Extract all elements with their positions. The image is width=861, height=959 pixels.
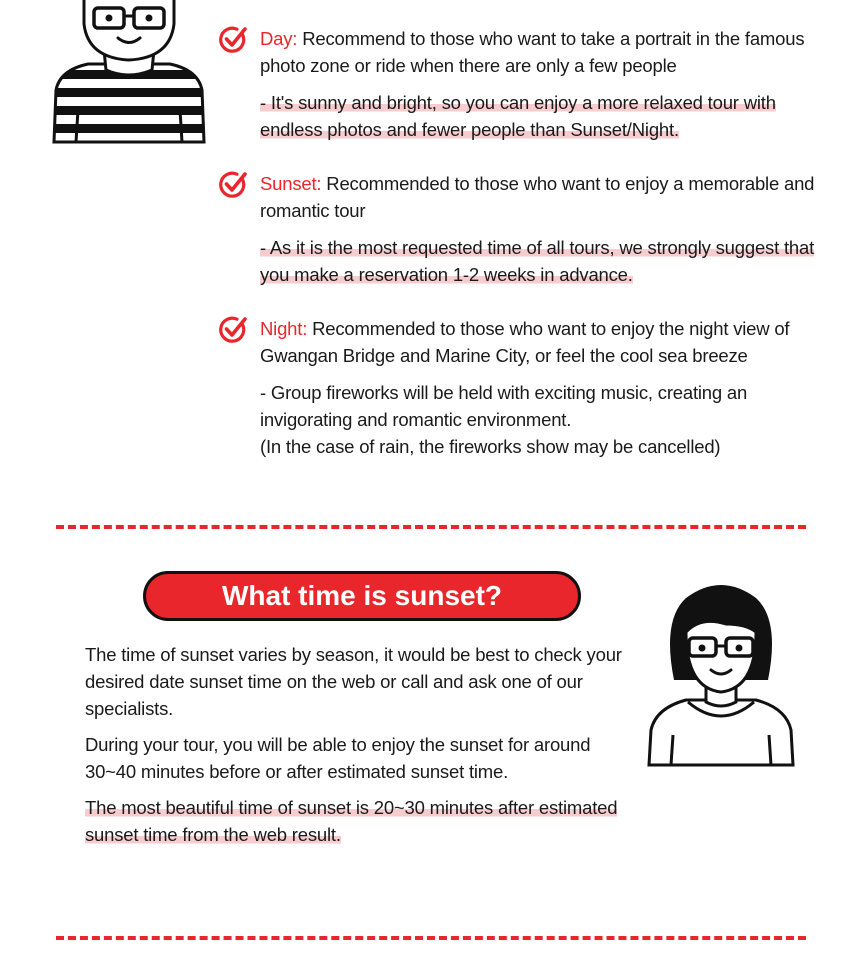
option-note: - It's sunny and bright, so you can enjoy a more relaxed tour with endless photos and fewer people than Sunset/Night.	[260, 92, 776, 140]
sunset-paragraph: During your tour, you will be able to enjoy the sunset for around 30~40 minutes before or after estimated sunset time.	[85, 734, 591, 782]
woman-with-glasses-illustration	[646, 580, 796, 768]
check-circle-icon	[218, 25, 248, 55]
option-note: - Group fireworks will be held with exciting music, creating an invigorating and romantic environment. (In the case of rain, the fireworks show may be cancelled)	[260, 382, 748, 457]
option-description: Day: Recommend to those who want to take a portrait in the famous photo zone or ride when there are only a few people	[260, 28, 805, 76]
check-circle-icon	[218, 170, 248, 200]
option-note: - As it is the most requested time of all tours, we strongly suggest that you make a reservation 1-2 weeks in advance.	[260, 237, 815, 285]
dashed-divider	[56, 936, 806, 940]
sunset-paragraph: The most beautiful time of sunset is 20~30 minutes after estimated sunset time from the web result.	[85, 797, 618, 845]
section-title-pill: What time is sunset?	[143, 571, 581, 621]
option-label: Night:	[260, 318, 308, 339]
option-day	[218, 25, 818, 143]
option-sunset	[218, 170, 818, 288]
check-circle-icon	[218, 315, 248, 345]
option-label: Sunset:	[260, 173, 322, 194]
sunset-paragraph: The time of sunset varies by season, it would be best to check your desired date sunset time on the web or call and ask one of our specialists.	[85, 644, 622, 719]
option-label: Day:	[260, 28, 298, 49]
dashed-divider	[56, 525, 806, 529]
option-night	[218, 315, 818, 460]
sunset-info	[85, 641, 645, 848]
man-with-glasses-illustration	[48, 0, 210, 145]
option-description: Night: Recommended to those who want to enjoy the night view of Gwangan Bridge and Marine City, or feel the cool sea breeze	[260, 318, 790, 366]
option-description: Sunset: Recommended to those who want to enjoy a memorable and romantic tour	[260, 173, 815, 221]
